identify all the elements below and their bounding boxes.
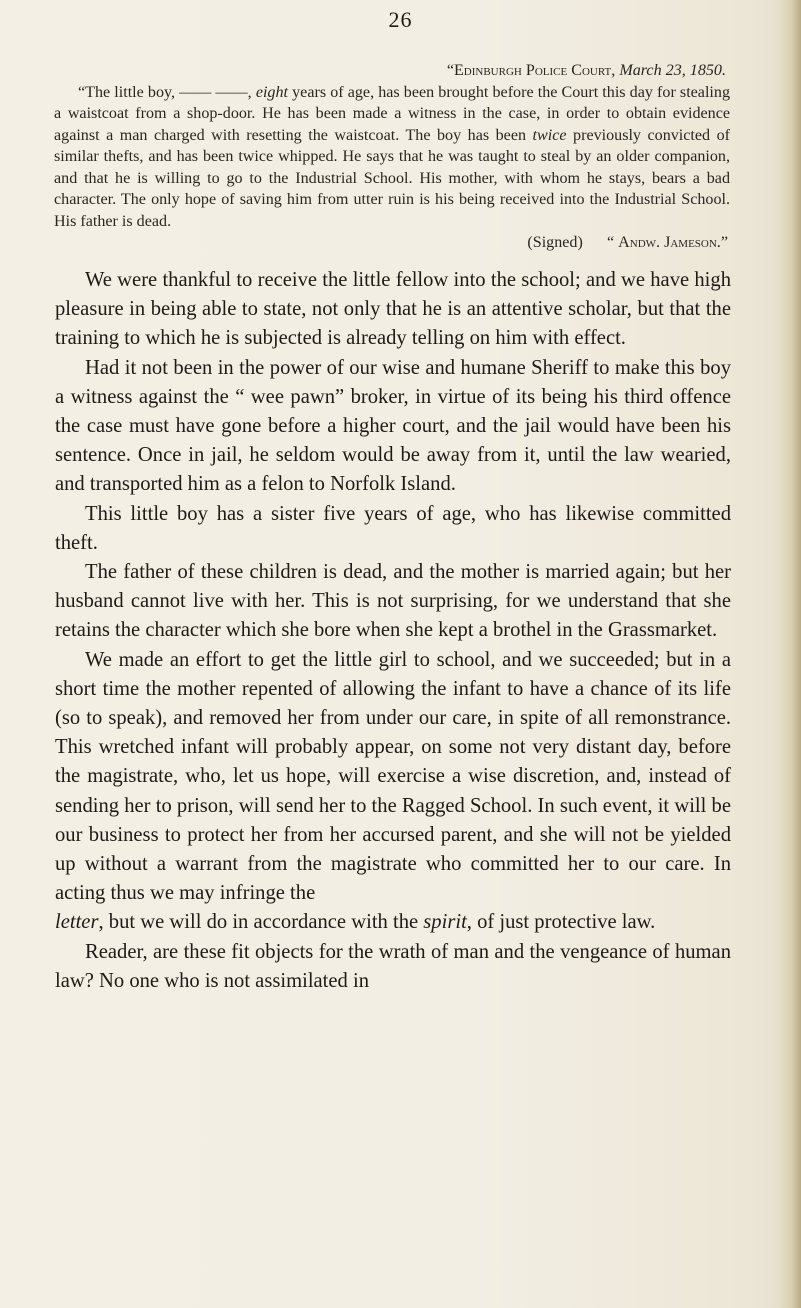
- page-number: 26: [388, 7, 413, 32]
- letter-emphasis-eight: eight: [255, 83, 288, 101]
- letter-emphasis-twice: twice: [532, 126, 567, 144]
- continuation-mid: , but we will do in accordance with the: [98, 911, 424, 934]
- paragraph-continuation: [55, 908, 731, 937]
- emphasis-spirit: spirit: [423, 911, 467, 934]
- letter-body-part1: “The little boy, —— ——,: [78, 83, 256, 101]
- paragraph: The father of these children is dead, and the mother is married again; but her husband cannot live with her. This is not surprising, for we understand that she retains the character which she bore when she kept a brothel in the Grassmarket.: [55, 561, 731, 642]
- emphasis-letter: letter: [55, 911, 99, 934]
- court-letter: [54, 60, 730, 254]
- main-text: [55, 266, 731, 996]
- letter-body: [54, 82, 730, 233]
- signature-open-quote: “: [606, 234, 615, 251]
- paragraph: Reader, are these fit objects for the wrath of man and the vengeance of human law? No one who is not assimilated in: [55, 940, 731, 992]
- letter-body-part3: previously convicted of similar thefts, and has been twice whipped. He says that he was taught to steal by an older companion, and that he is willing to go to the Industrial School. His mother, with whom he stays, bears a bad character. The only hope of saving him from utter ruin is his being received into the Industrial School. His father is dead.: [54, 126, 730, 230]
- header-open-quote: “: [446, 62, 454, 79]
- signature-name: Andw. Jameson.: [618, 234, 721, 251]
- letter-body-part2: years of age, has been brought before the Court this day for stealing a waistcoat from a shop-door. He has been made a witness in the case, in order to obtain evidence against a man charged with resetting the waistcoat. The boy has been: [54, 83, 730, 144]
- header-separator: ,: [611, 62, 620, 79]
- signed-label: (Signed): [527, 234, 583, 251]
- continuation-end: , of just protective law.: [466, 911, 656, 934]
- court-name: Edinburgh Police Court: [453, 62, 612, 79]
- letter-date: March 23, 1850.: [619, 62, 726, 79]
- page-edge-shadow: [779, 0, 801, 1308]
- letter-header: [54, 60, 730, 82]
- paragraph: This little boy has a sister five years of age, who has likewise committed theft.: [55, 502, 731, 554]
- signature-close-quote: ”: [720, 234, 728, 251]
- letter-signature: [54, 232, 730, 254]
- paragraph: We were thankful to receive the little fellow into the school; and we have high pleasure in being able to state, not only that he is an attentive scholar, but that the training to which he is subjected is already telling on him with effect.: [55, 269, 731, 350]
- paragraph: We made an effort to get the little girl to school, and we succeeded; but in a short time the mother repented of allowing the infant to have a chance of its life (so to speak), and removed her from under our care, in spite of all remonstrance. This wretched infant will probably appear, on some not very distant day, before the magistrate, who, let us hope, will exercise a wise discretion, and, instead of sending her to prison, will send her to the Ragged School. In such event, it will be our business to protect her from her accursed parent, and she will not be yielded up without a warrant from the magistrate who committed her to our care. In acting thus we may infringe the: [55, 648, 731, 905]
- paragraph: Had it not been in the power of our wise and humane Sheriff to make this boy a witness against the “ wee pawn” broker, in virtue of its being his third offence the case must have gone before a higher court, and the jail would have been his sentence. Once in jail, he seldom would be away from it, until the law wearied, and transported him as a felon to Norfolk Island.: [55, 356, 731, 496]
